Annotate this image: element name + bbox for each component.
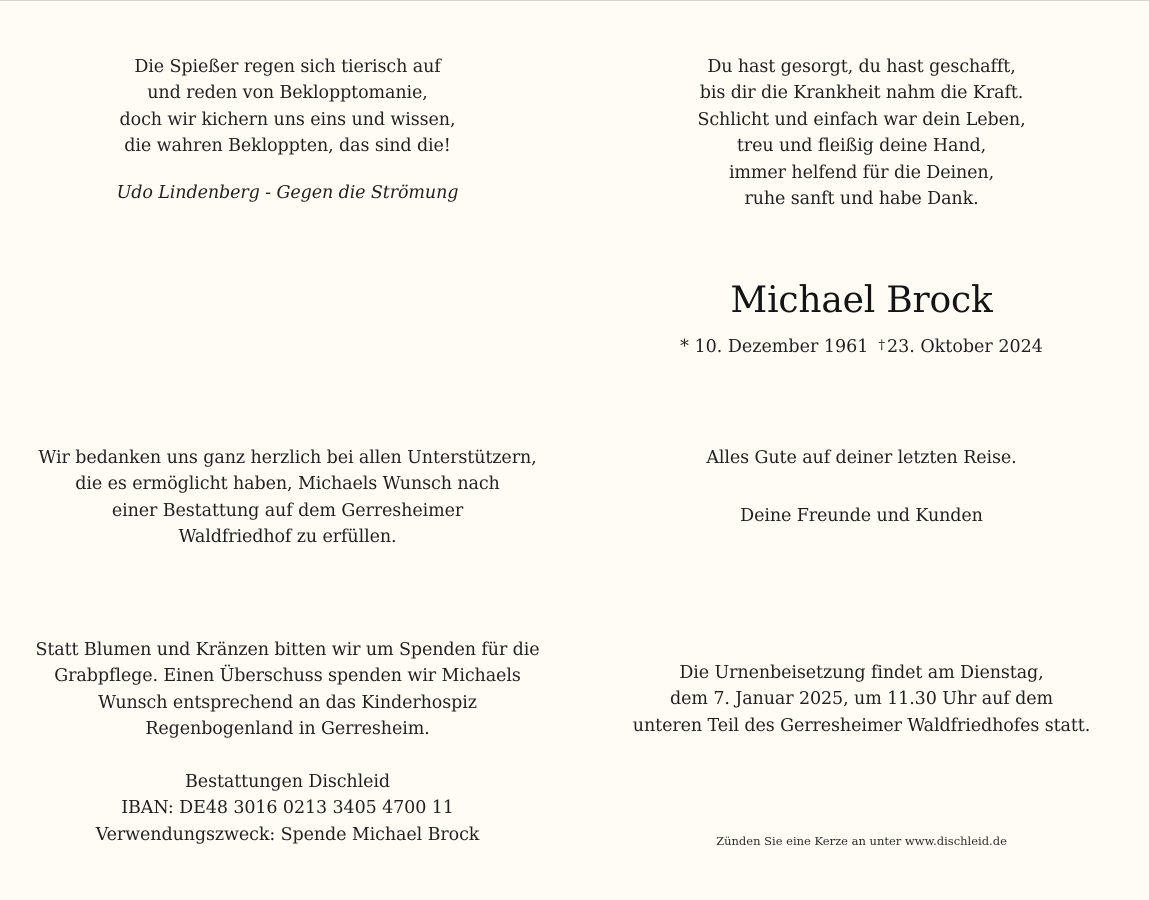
burial-line: unteren Teil des Gerresheimer Waldfriedhofes statt. [632,715,1091,736]
thanks-line: Waldfriedhof zu erfüllen. [178,527,397,548]
cross-icon: † [878,338,885,353]
poem-line: bis dir die Krankheit nahm die Kraft. [699,83,1024,104]
burial-line: dem 7. Januar 2025, um 11.30 Uhr auf dem [670,689,1053,710]
bank-details [30,769,545,848]
memorial-poem [604,54,1119,212]
candle-link-text: Zünden Sie eine Kerze an unter www.dischleid.de [716,834,1007,848]
poem-line: immer helfend für die Deinen, [728,162,995,183]
poem-line: ruhe sanft und habe Dank. [744,189,979,210]
poem-line: Du hast gesorgt, du hast geschafft, [707,57,1016,77]
donation-line: Statt Blumen und Kränzen bitten wir um Spenden für die [35,640,540,660]
death-date: 23. Oktober 2024 [886,337,1043,357]
attribution-text: Udo Lindenberg - Gegen die Strömung [116,183,459,203]
bank-recipient: Bestattungen Dischleid [185,772,390,792]
donation-line: Regenbogenland in Gerresheim. [145,719,430,740]
donation-line: Wunsch entsprechend an das Kinderhospiz [98,692,477,713]
thanks-line: Wir bedanken uns ganz herzlich bei allen Unterstützern, [38,448,537,468]
left-poem [30,54,545,160]
poem-line: doch wir kichern uns eins und wissen, [119,109,456,130]
birth-date: 10. Dezember 1961 [694,337,869,357]
poem-line: Schlicht und einfach war dein Leben, [697,109,1026,130]
donation-request [30,637,545,743]
signature [604,503,1119,529]
thanks-line: die es ermöglicht haben, Michaels Wunsch nach [75,474,500,495]
poem-attribution [30,180,545,206]
life-dates [604,333,1119,360]
poem-line: und reden von Beklopptomanie, [147,83,428,104]
deceased-name: Michael Brock [730,280,993,321]
burial-line: Die Urnenbeisetzung findet am Dienstag, [679,663,1044,683]
farewell-message [604,445,1119,471]
burial-notice [604,660,1119,739]
thanks-message [30,445,545,551]
bank-reference: Verwendungszweck: Spende Michael Brock [95,824,480,845]
birth-symbol: * [680,337,689,357]
thanks-line: einer Bestattung auf dem Gerresheimer [111,500,464,521]
donation-line: Grabpflege. Einen Überschuss spenden wir Michaels [54,666,521,687]
farewell-text: Alles Gute auf deiner letzten Reise. [706,448,1017,468]
top-divider [0,0,1149,1]
poem-line: die wahren Bekloppten, das sind die! [124,136,451,157]
bank-iban: IBAN: DE48 3016 0213 3405 4700 11 [121,798,454,819]
poem-line: Die Spießer regen sich tierisch auf [134,57,441,77]
poem-line: treu und fleißig deine Hand, [736,136,987,157]
signed-by: Deine Freunde und Kunden [740,506,983,526]
